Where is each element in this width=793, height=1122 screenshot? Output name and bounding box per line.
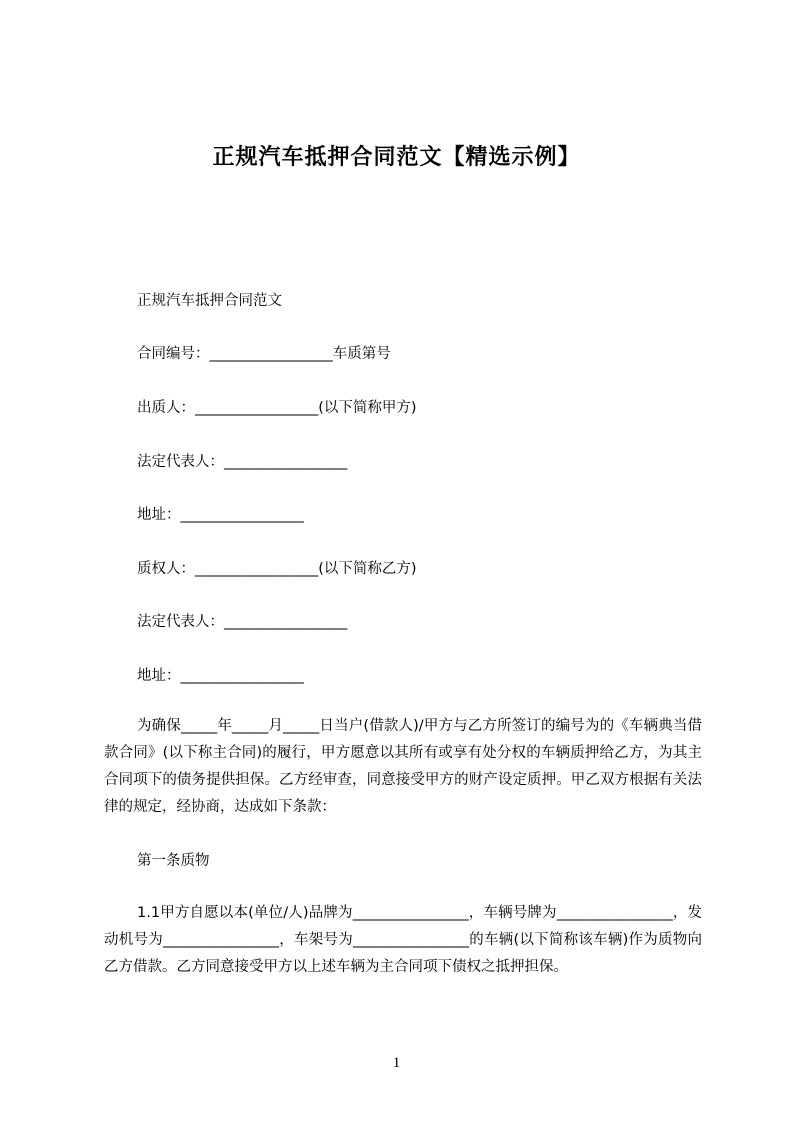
document-title: 正规汽车抵押合同范文【精选示例】 bbox=[212, 145, 581, 170]
clause-1-1-paragraph: 1.1甲方自愿以本(单位/人)品牌为________________，车辆号牌为________________，发动机号为________________，车架号为________________的车辆(以下简称该车辆)作为质物向乙方借款。乙方同意接受甲方以上述车辆为主合同项下债权之抵押担保。 bbox=[104, 905, 702, 975]
contract-number-field: 合同编号：_________________车质第号 bbox=[137, 346, 391, 362]
preamble-paragraph: 为确保_____年_____月_____日当户(借款人)/甲方与乙方所签订的编号为的《车辆典当借款合同》(以下称主合同)的履行，甲方愿意以其所有或享有处分权的车辆质押给乙方，为其主合同项下的债务提供担保。乙方经审查，同意接受甲方的财产设定质押。甲乙双方根据有关法律的规定，经协商，达成如下条款： bbox=[104, 718, 702, 815]
document-subtitle: 正规汽车抵押合同范文 bbox=[137, 293, 282, 309]
pledgor-representative-field: 法定代表人：_________________ bbox=[137, 454, 348, 470]
pledgor-address-field: 地址：_________________ bbox=[137, 507, 304, 523]
pledgor-field: 出质人：_________________(以下简称甲方) bbox=[137, 400, 417, 416]
page-number: 1 bbox=[392, 1055, 401, 1071]
pledgee-field: 质权人：_________________(以下简称乙方) bbox=[137, 561, 417, 577]
article-1-heading: 第一条质物 bbox=[137, 853, 210, 869]
pledgee-address-field: 地址：_________________ bbox=[137, 668, 304, 684]
pledgee-representative-field: 法定代表人：_________________ bbox=[137, 614, 348, 630]
